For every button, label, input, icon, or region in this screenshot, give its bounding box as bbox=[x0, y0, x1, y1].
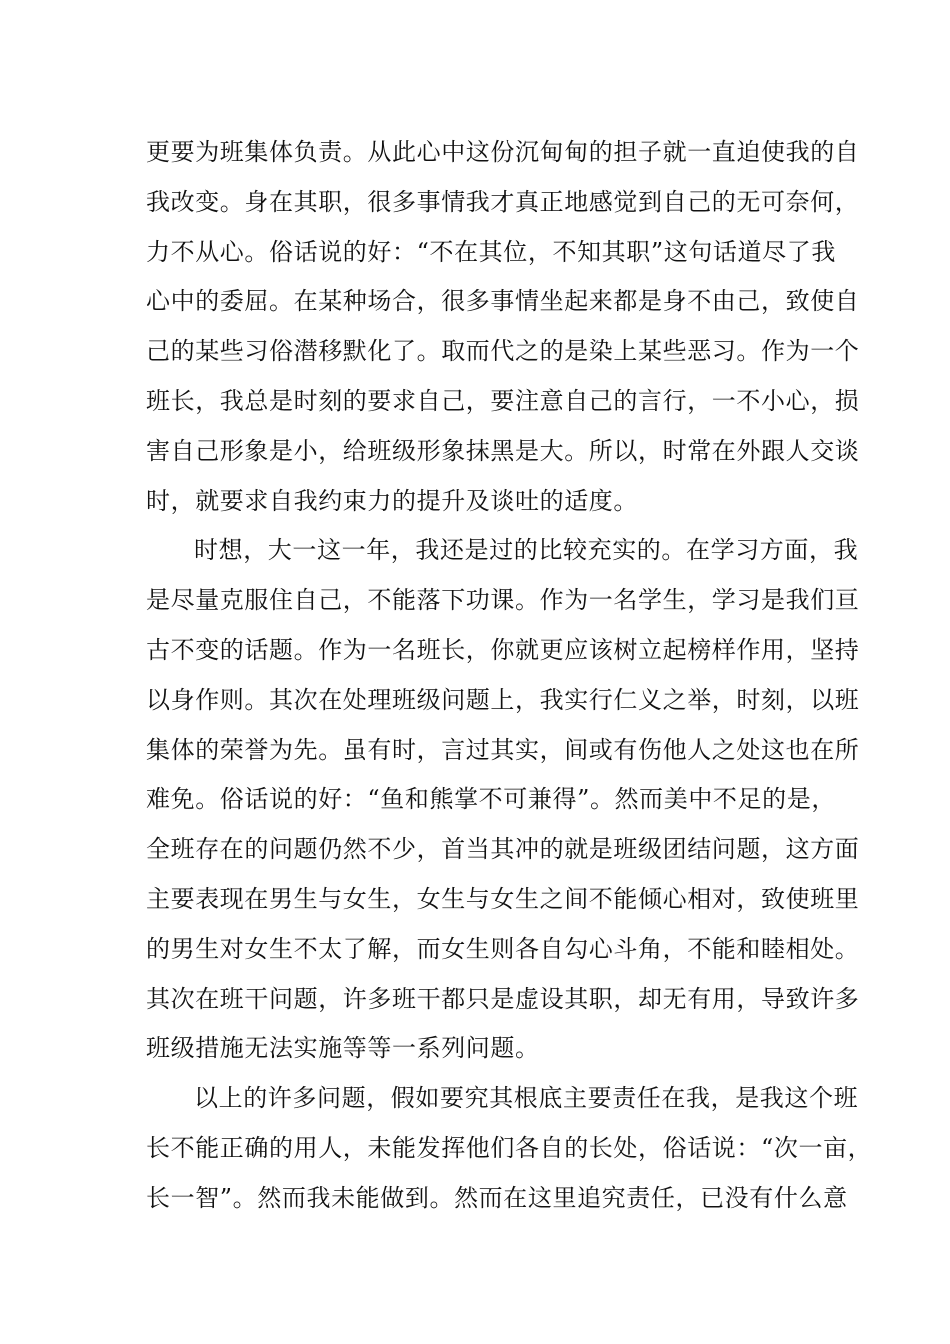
text-line: 全班存在的问题仍然不少，首当其冲的就是班级团结问题，这方面 bbox=[146, 835, 860, 864]
text-line: 的男生对女生不太了解，而女生则各自勾心斗角，不能和睦相处。 bbox=[146, 934, 860, 963]
text-line: 己的某些习俗潜移默化了。取而代之的是染上某些恶习。作为一个 bbox=[146, 337, 860, 366]
text-line: 力不从心。俗话说的好：“不在其位，不知其职”这句话道尽了我 bbox=[146, 237, 836, 266]
text-line: 更要为班集体负责。从此心中这份沉甸甸的担子就一直迫使我的自 bbox=[146, 138, 860, 166]
paragraph-start-line: 时想，大一这一年，我还是过的比较充实的。在学习方面，我 bbox=[194, 536, 859, 565]
text-line: 心中的委屈。在某种场合，很多事情坐起来都是身不由己，致使自 bbox=[146, 287, 860, 316]
body-text bbox=[146, 128, 873, 1224]
text-line: 主要表现在男生与女生，女生与女生之间不能倾心相对，致使班里 bbox=[146, 884, 860, 913]
text-line: 集体的荣誉为先。虽有时，言过其实，间或有伤他人之处这也在所 bbox=[146, 735, 860, 764]
text-line: 时，就要求自我约束力的提升及谈吐的适度。 bbox=[146, 486, 638, 515]
text-line: 难免。俗话说的好：“鱼和熊掌不可兼得”。然而美中不足的是， bbox=[146, 785, 836, 814]
text-line: 害自己形象是小，给班级形象抹黑是大。所以，时常在外跟人交谈 bbox=[146, 436, 860, 465]
text-line: 是尽量克服住自己，不能落下功课。作为一名学生，学习是我们亘 bbox=[146, 586, 860, 615]
text-line: 我改变。身在其职，很多事情我才真正地感觉到自己的无可奈何， bbox=[146, 187, 860, 216]
text-line: 班级措施无法实施等等一系列问题。 bbox=[146, 1034, 540, 1063]
text-line: 其次在班干问题，许多班干都只是虚设其职，却无有用，导致许多 bbox=[146, 984, 860, 1013]
text-line: 长一智”。然而我未能做到。然而在这里追究责任，已没有什么意 bbox=[146, 1183, 848, 1212]
text-line: 以身作则。其次在处理班级问题上，我实行仁义之举，时刻，以班 bbox=[146, 685, 860, 714]
text-line: 班长，我总是时刻的要求自己，要注意自己的言行，一不小心，损 bbox=[146, 386, 860, 415]
paragraph-start-line: 以上的许多问题，假如要究其根底主要责任在我，是我这个班 bbox=[194, 1084, 859, 1113]
text-line: 长不能正确的用人，未能发挥他们各自的长处，俗话说：“次一亩， bbox=[146, 1133, 873, 1162]
text-line: 古不变的话题。作为一名班长，你就更应该树立起榜样作用，坚持 bbox=[146, 635, 860, 664]
